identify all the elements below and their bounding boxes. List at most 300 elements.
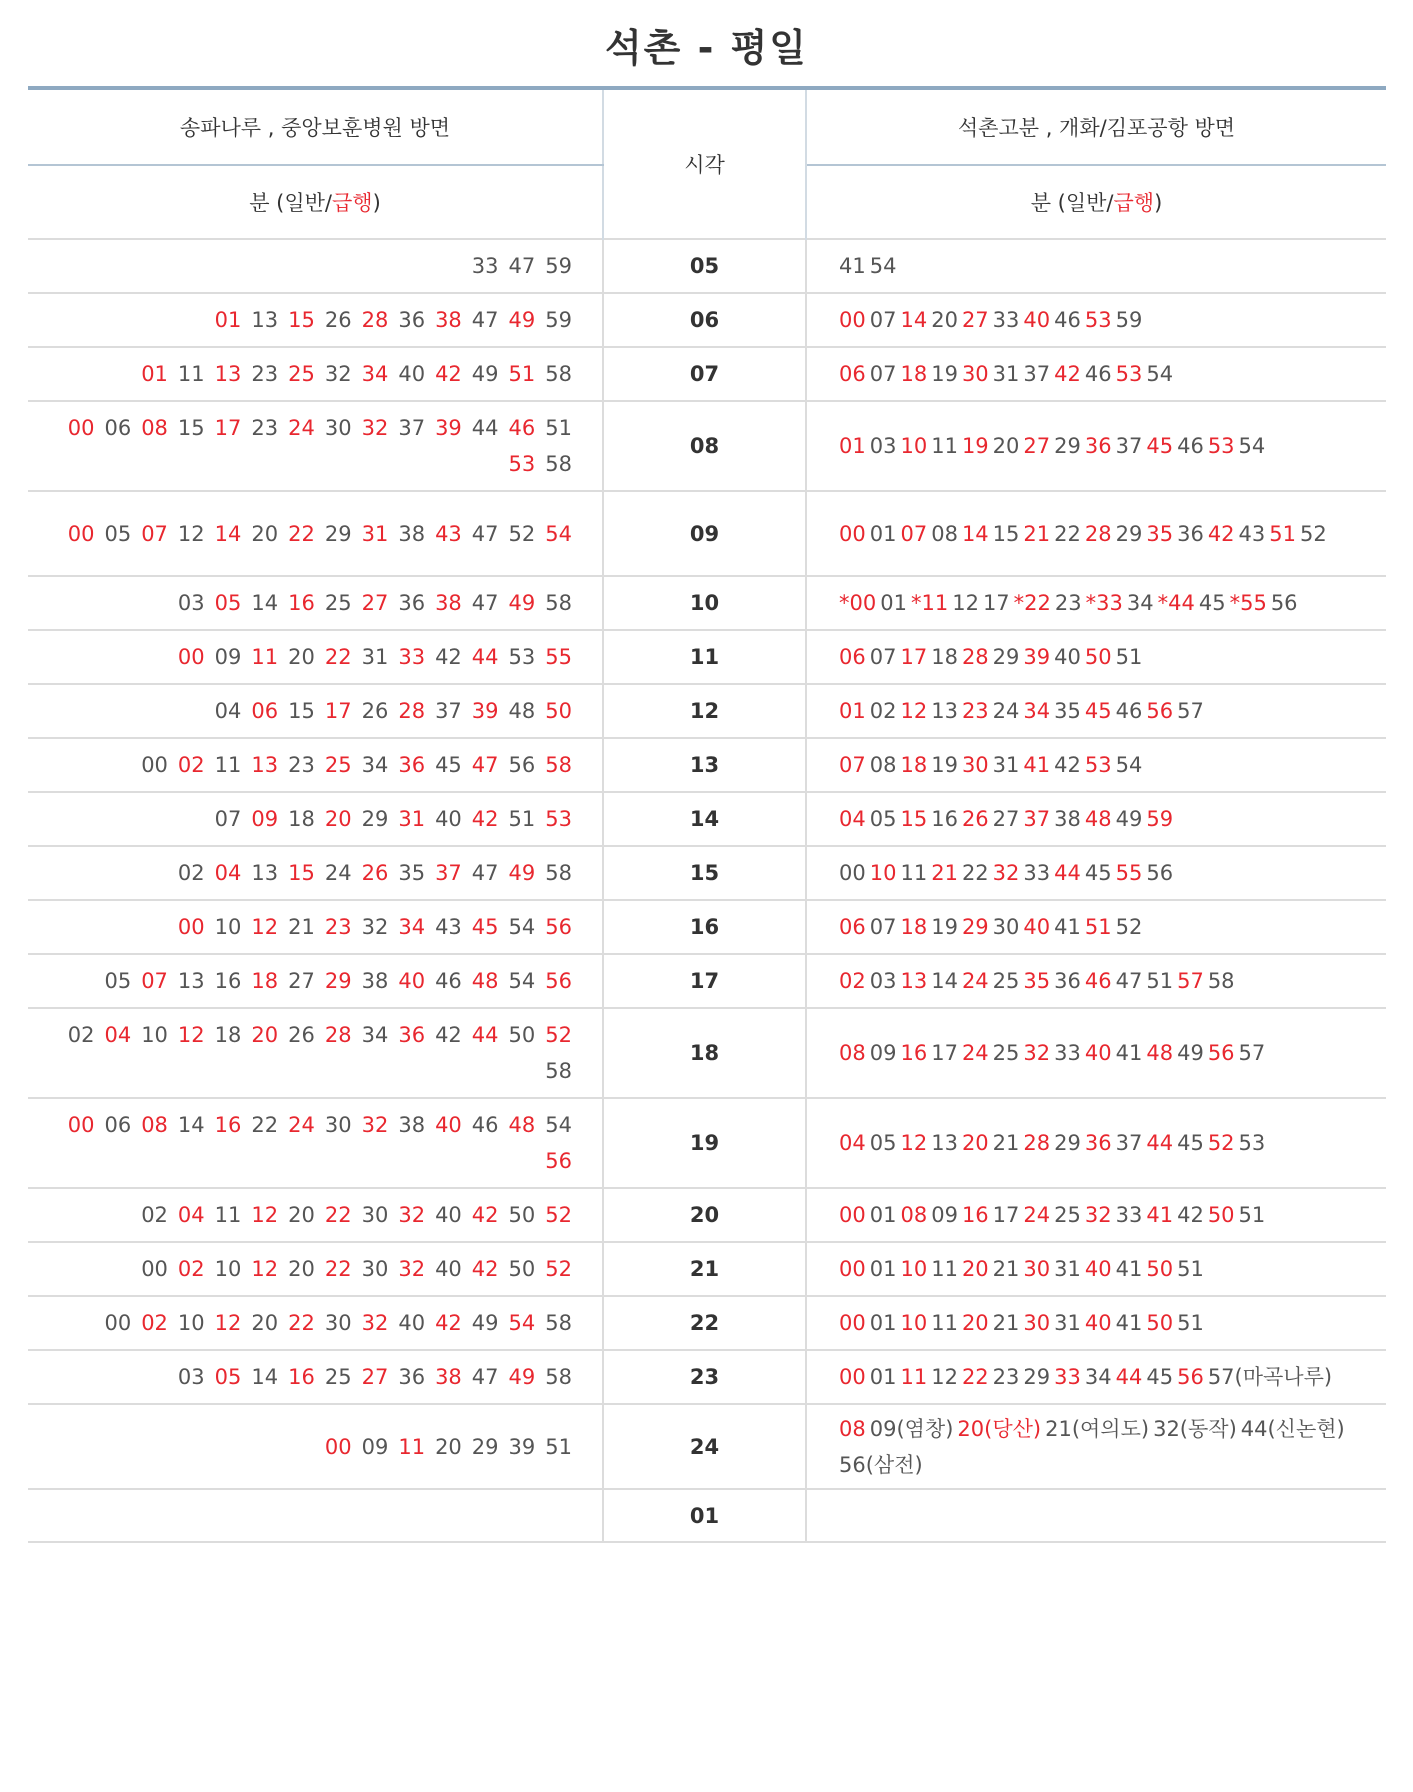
express-minute: 33 (1054, 1365, 1081, 1389)
right-minutes-cell (806, 792, 1386, 846)
express-minute: 44 (1115, 1365, 1143, 1389)
express-minute: 46 (1084, 969, 1112, 993)
express-minute: 07 (141, 969, 168, 993)
express-minute: 00 (324, 1434, 352, 1459)
express-minute: 09 (251, 807, 279, 831)
right-minutes-cell (806, 401, 1386, 491)
express-minute: 37 (435, 861, 462, 885)
hour-cell: 07 (603, 347, 806, 401)
express-minute: 01 (839, 699, 866, 723)
normal-minute: 15 (992, 521, 1020, 546)
normal-minute: 18 (288, 807, 315, 831)
normal-minute: 32 (361, 915, 389, 939)
normal-minute: 31 (992, 753, 1020, 777)
express-minute: 21 (931, 861, 958, 885)
express-minute: 01 (141, 362, 168, 386)
express-minute: 11 (398, 1434, 426, 1459)
normal-minute: 33 (1023, 861, 1051, 885)
express-minute: 22 (324, 645, 352, 669)
normal-minute: 30 (324, 1113, 352, 1137)
express-minute: 07 (900, 521, 928, 546)
normal-minute: 12 (952, 591, 979, 615)
express-minute: 26 (961, 807, 989, 831)
left-minutes-cell (28, 900, 603, 954)
express-minute: 12 (214, 1311, 242, 1335)
express-minute: 08 (839, 1041, 866, 1065)
normal-minute: 40 (435, 1203, 462, 1227)
normal-minute: 58 (545, 1365, 572, 1389)
normal-minute: 25 (992, 969, 1020, 993)
express-minute: 47 (471, 753, 499, 777)
express-minute: 33 (398, 645, 426, 669)
express-minute: 44 (1054, 861, 1081, 885)
normal-minute: 46 (471, 1113, 499, 1137)
normal-minute: 49 (471, 1311, 499, 1335)
right-minutes-cell (806, 1296, 1386, 1350)
express-minute: 00 (839, 521, 866, 546)
express-minute: 42 (1207, 521, 1235, 546)
right-minutes-cell (806, 738, 1386, 792)
normal-minute: 56 (1146, 861, 1174, 885)
express-minute: 25 (288, 362, 315, 386)
timetable-row (28, 1296, 1386, 1350)
normal-minute: 53 (508, 645, 536, 669)
right-minutes-cell (806, 347, 1386, 401)
express-minute: 28 (361, 308, 389, 332)
normal-minute: 00 (141, 1257, 168, 1281)
normal-minute: 24 (324, 861, 352, 885)
normal-minute: 52 (1115, 915, 1143, 939)
express-minute: 36 (1084, 1131, 1112, 1155)
left-minutes-cell (28, 347, 603, 401)
normal-minute: 23 (251, 362, 279, 386)
normal-minute: 14 (931, 969, 958, 993)
normal-minute: 10 (141, 1023, 168, 1047)
normal-minute: 52 (508, 521, 536, 546)
hour-cell: 06 (603, 293, 806, 347)
normal-minute: 01 (869, 521, 897, 546)
normal-minute: 58 (545, 362, 572, 386)
hour-cell: 24 (603, 1404, 806, 1489)
timetable (28, 86, 1386, 1543)
normal-minute: 20 (288, 1257, 315, 1281)
normal-minute: 38 (361, 969, 389, 993)
normal-minute: 20 (251, 521, 279, 546)
normal-minute: 54 (508, 969, 536, 993)
timetable-row (28, 401, 1386, 491)
normal-minute: 54 (1238, 434, 1266, 458)
express-minute: 14 (900, 308, 928, 332)
normal-minute: 01 (869, 1365, 897, 1389)
express-minute: 06 (839, 645, 866, 669)
left-minutes-cell (28, 401, 603, 491)
normal-minute: 03 (177, 1365, 205, 1389)
timetable-row (28, 576, 1386, 630)
express-minute: 10 (900, 1257, 928, 1281)
normal-minute: 53 (1238, 1131, 1266, 1155)
normal-minute: 03 (869, 969, 897, 993)
normal-minute: 11 (931, 1311, 958, 1335)
express-minute: 04 (214, 861, 242, 885)
normal-minute: 23 (288, 753, 315, 777)
normal-minute: 23 (251, 416, 279, 440)
left-minutes-cell (28, 293, 603, 347)
express-minute: 54 (508, 1311, 536, 1335)
express-minute: 40 (398, 969, 426, 993)
normal-minute: 19 (931, 362, 958, 386)
normal-minute: 47 (471, 1365, 499, 1389)
express-minute: 04 (839, 1131, 866, 1155)
normal-minute: 38 (398, 1113, 426, 1137)
express-minute: 12 (900, 699, 928, 723)
normal-minute: 40 (398, 362, 426, 386)
normal-minute: 57(마곡나루) (1207, 1365, 1333, 1389)
normal-minute: 11 (931, 434, 958, 458)
left-minutes-cell (28, 1098, 603, 1188)
express-minute: 40 (435, 1113, 462, 1137)
express-minute: 24 (288, 416, 315, 440)
normal-minute: 31 (1054, 1257, 1081, 1281)
express-minute: *00 (839, 591, 877, 615)
express-minute: 13 (900, 969, 928, 993)
express-minute: 29 (324, 969, 352, 993)
left-minutes-cell (28, 1242, 603, 1296)
express-minute: 42 (1054, 362, 1081, 386)
express-minute: 36 (398, 1023, 426, 1047)
express-minute: 40 (1084, 1041, 1112, 1065)
express-minute: 22 (961, 1365, 989, 1389)
left-minutes-header (28, 165, 603, 239)
normal-minute: 46 (435, 969, 462, 993)
express-minute: 23 (324, 915, 352, 939)
express-minute: 22 (288, 521, 315, 546)
express-minute: 22 (324, 1257, 352, 1281)
left-minutes-cell (28, 1350, 603, 1404)
express-minute: 04 (177, 1203, 205, 1227)
express-minute: 51 (1269, 521, 1297, 546)
express-minute: 07 (839, 753, 866, 777)
express-minute: 24 (288, 1113, 315, 1137)
normal-minute: 20 (931, 308, 958, 332)
left-minutes-cell (28, 684, 603, 738)
express-minute: 49 (508, 591, 536, 615)
normal-minute: 11 (900, 861, 928, 885)
express-minute: 08 (141, 1113, 168, 1137)
right-minutes-cell (806, 1350, 1386, 1404)
normal-minute: 51 (1177, 1311, 1204, 1335)
minutes-prefix: 분 (일반/ (1030, 191, 1114, 215)
express-minute: 16 (900, 1041, 928, 1065)
express-minute: 31 (398, 807, 426, 831)
express-minute: 15 (288, 861, 315, 885)
hour-cell: 15 (603, 846, 806, 900)
left-minutes-cell (28, 792, 603, 846)
express-minute: 45 (471, 915, 499, 939)
right-minutes-cell (806, 1489, 1386, 1542)
normal-minute: 19 (931, 753, 958, 777)
normal-minute: 36 (398, 1365, 426, 1389)
express-minute: 28 (1023, 1131, 1051, 1155)
normal-minute: 05 (104, 521, 132, 546)
normal-minute: 47 (508, 254, 536, 278)
left-minutes-cell (28, 1008, 603, 1098)
normal-minute: 33 (992, 308, 1020, 332)
normal-minute: 10 (177, 1311, 205, 1335)
normal-minute: 00 (141, 753, 168, 777)
normal-minute: 54 (508, 915, 536, 939)
normal-minute: 41 (1115, 1311, 1143, 1335)
express-minute: 30 (961, 362, 989, 386)
express-minute: 46 (508, 416, 536, 440)
express-minute: 02 (177, 753, 205, 777)
normal-minute: 07 (869, 308, 897, 332)
timetable-row (28, 900, 1386, 954)
express-minute: 42 (471, 1257, 499, 1281)
express-label: 급행 (1113, 191, 1155, 215)
normal-minute: 26 (361, 699, 389, 723)
left-minutes-cell (28, 954, 603, 1008)
normal-minute: 49 (1115, 807, 1143, 831)
normal-minute: 29 (1023, 1365, 1051, 1389)
express-minute: 42 (471, 807, 499, 831)
normal-minute: 51 (1238, 1203, 1266, 1227)
express-minute: 50 (1084, 645, 1112, 669)
normal-minute: 54 (1115, 753, 1143, 777)
express-minute: 34 (361, 362, 389, 386)
normal-minute: 54 (545, 1113, 572, 1137)
normal-minute: 40 (435, 807, 462, 831)
hour-cell: 10 (603, 576, 806, 630)
normal-minute: 21 (992, 1311, 1020, 1335)
express-minute: 12 (251, 1203, 279, 1227)
express-minute: 13 (251, 753, 279, 777)
normal-minute: 45 (435, 753, 462, 777)
normal-minute: 36 (1177, 521, 1204, 546)
express-minute: 35 (1023, 969, 1051, 993)
express-label: 급행 (332, 191, 373, 215)
normal-minute: 37 (1115, 1131, 1143, 1155)
normal-minute: 20 (992, 434, 1020, 458)
timetable-body (28, 239, 1386, 1542)
normal-minute: 43 (1238, 521, 1266, 546)
normal-minute: 21 (992, 1257, 1020, 1281)
express-minute: 38 (435, 591, 462, 615)
normal-minute: 07 (869, 915, 897, 939)
normal-minute: 33 (1054, 1041, 1081, 1065)
normal-minute: 13 (931, 699, 958, 723)
normal-minute: 51 (545, 1434, 572, 1459)
normal-minute: 17 (931, 1041, 958, 1065)
express-minute: 08 (141, 416, 168, 440)
normal-minute: 07 (869, 645, 897, 669)
normal-minute: 15 (288, 699, 315, 723)
normal-minute: 14 (251, 1365, 279, 1389)
express-minute: 49 (508, 308, 536, 332)
express-minute: 40 (1084, 1311, 1112, 1335)
express-minute: 42 (435, 362, 462, 386)
normal-minute: 49 (1177, 1041, 1204, 1065)
express-minute: 39 (471, 699, 499, 723)
express-minute: 48 (508, 1113, 536, 1137)
normal-minute: 42 (435, 645, 462, 669)
express-minute: 34 (1023, 699, 1051, 723)
normal-minute: 34 (361, 1023, 389, 1047)
express-minute: 44 (471, 1023, 499, 1047)
express-minute: 27 (361, 591, 389, 615)
normal-minute: 16 (214, 969, 242, 993)
left-minutes-cell (28, 630, 603, 684)
right-minutes-header (806, 165, 1386, 239)
express-minute: 49 (508, 1365, 536, 1389)
hour-cell: 01 (603, 1489, 806, 1542)
express-minute: 42 (471, 1203, 499, 1227)
express-minute: 40 (1084, 1257, 1112, 1281)
timetable-row (28, 630, 1386, 684)
express-minute: 12 (251, 915, 279, 939)
normal-minute: 31 (1054, 1311, 1081, 1335)
normal-minute: 44 (471, 416, 499, 440)
normal-minute: 22 (1054, 521, 1081, 546)
normal-minute: 30 (361, 1203, 389, 1227)
normal-minute: 37 (1023, 362, 1051, 386)
express-minute: 32 (361, 1311, 389, 1335)
express-minute: 00 (67, 416, 95, 440)
normal-minute: 50 (508, 1257, 536, 1281)
normal-minute: 38 (1054, 807, 1081, 831)
normal-minute: 29 (324, 521, 352, 546)
normal-minute: 58 (545, 1311, 572, 1335)
normal-minute: 29 (1115, 521, 1143, 546)
express-minute: 22 (324, 1203, 352, 1227)
normal-minute: 20 (435, 1434, 462, 1459)
normal-minute: 36 (398, 308, 426, 332)
normal-minute: 59 (1115, 308, 1143, 332)
normal-minute: 40 (1054, 645, 1081, 669)
express-minute: 56 (1207, 1041, 1235, 1065)
express-minute: 24 (961, 1041, 989, 1065)
normal-minute: 15 (177, 416, 205, 440)
express-minute: 32 (361, 416, 389, 440)
express-minute: 41 (1146, 1203, 1174, 1227)
normal-minute: 04 (214, 699, 242, 723)
normal-minute: 27 (992, 807, 1020, 831)
normal-minute: 45 (1177, 1131, 1204, 1155)
normal-minute: 32 (324, 362, 352, 386)
right-minutes-cell (806, 1188, 1386, 1242)
normal-minute: 42 (1177, 1203, 1204, 1227)
express-minute: 53 (1207, 434, 1235, 458)
normal-minute: 37 (398, 416, 426, 440)
normal-minute: 43 (435, 915, 462, 939)
express-minute: 10 (869, 861, 897, 885)
express-minute: 28 (961, 645, 989, 669)
normal-minute: 33 (471, 254, 499, 278)
normal-minute: 13 (251, 308, 279, 332)
normal-minute: 05 (869, 807, 897, 831)
normal-minute: 25 (1054, 1203, 1081, 1227)
right-minutes-cell (806, 846, 1386, 900)
express-minute: 36 (1084, 434, 1112, 458)
express-minute: 21 (1023, 521, 1051, 546)
normal-minute: 17 (992, 1203, 1020, 1227)
express-minute: 17 (214, 416, 242, 440)
express-minute: 27 (961, 308, 989, 332)
left-minutes-cell (28, 1188, 603, 1242)
normal-minute: 01 (869, 1257, 897, 1281)
express-minute: 37 (1023, 807, 1051, 831)
express-minute: 49 (508, 861, 536, 885)
express-minute: 11 (900, 1365, 928, 1389)
normal-minute: 23 (1054, 591, 1082, 615)
normal-minute: 58 (1207, 969, 1235, 993)
express-minute: 51 (508, 362, 536, 386)
normal-minute: 39 (508, 1434, 536, 1459)
timetable-row (28, 1098, 1386, 1188)
normal-minute: 35 (1054, 699, 1081, 723)
express-minute: 28 (1084, 521, 1112, 546)
timetable-row (28, 293, 1386, 347)
normal-minute: 03 (869, 434, 897, 458)
normal-minute: 01 (869, 1203, 897, 1227)
normal-minute: 31 (361, 645, 389, 669)
right-minutes-cell (806, 293, 1386, 347)
express-minute: 01 (214, 308, 242, 332)
hour-cell: 05 (603, 239, 806, 293)
normal-minute: 30 (361, 1257, 389, 1281)
express-minute: 20 (324, 807, 352, 831)
express-minute: 12 (251, 1257, 279, 1281)
express-minute: 24 (1023, 1203, 1051, 1227)
hour-cell: 23 (603, 1350, 806, 1404)
normal-minute: 29 (361, 807, 389, 831)
hour-column-header: 시각 (603, 88, 806, 239)
express-minute: 31 (361, 521, 389, 546)
normal-minute: 57 (1238, 1041, 1266, 1065)
normal-minute: 06 (104, 416, 132, 440)
express-minute: *44 (1157, 591, 1195, 615)
normal-minute: 11 (214, 1203, 242, 1227)
normal-minute: 24 (992, 699, 1020, 723)
normal-minute: 02 (67, 1023, 95, 1047)
express-minute: 05 (214, 1365, 242, 1389)
normal-minute: 20 (288, 645, 315, 669)
express-minute: 48 (1146, 1041, 1174, 1065)
normal-minute: 09 (931, 1203, 958, 1227)
timetable-row (28, 738, 1386, 792)
express-minute: 38 (435, 308, 462, 332)
express-minute: 15 (288, 308, 315, 332)
hour-cell: 09 (603, 491, 806, 576)
express-minute: 58 (545, 753, 572, 777)
normal-minute: 29 (471, 1434, 499, 1459)
express-minute: 40 (1023, 308, 1051, 332)
express-minute: 32 (1084, 1203, 1112, 1227)
express-minute: 56 (545, 969, 572, 993)
hour-cell: 14 (603, 792, 806, 846)
normal-minute: 29 (992, 645, 1020, 669)
normal-minute: 40 (398, 1311, 426, 1335)
express-minute: 06 (839, 362, 866, 386)
normal-minute: 09(염창) (869, 1416, 954, 1441)
express-minute: 25 (324, 753, 352, 777)
right-minutes-cell (806, 630, 1386, 684)
express-minute: 14 (214, 521, 242, 546)
normal-minute: 45 (1084, 861, 1112, 885)
express-minute: 20 (251, 1023, 279, 1047)
normal-minute: 02 (141, 1203, 168, 1227)
express-minute: 00 (67, 521, 95, 546)
normal-minute: 32(동작) (1153, 1416, 1237, 1441)
